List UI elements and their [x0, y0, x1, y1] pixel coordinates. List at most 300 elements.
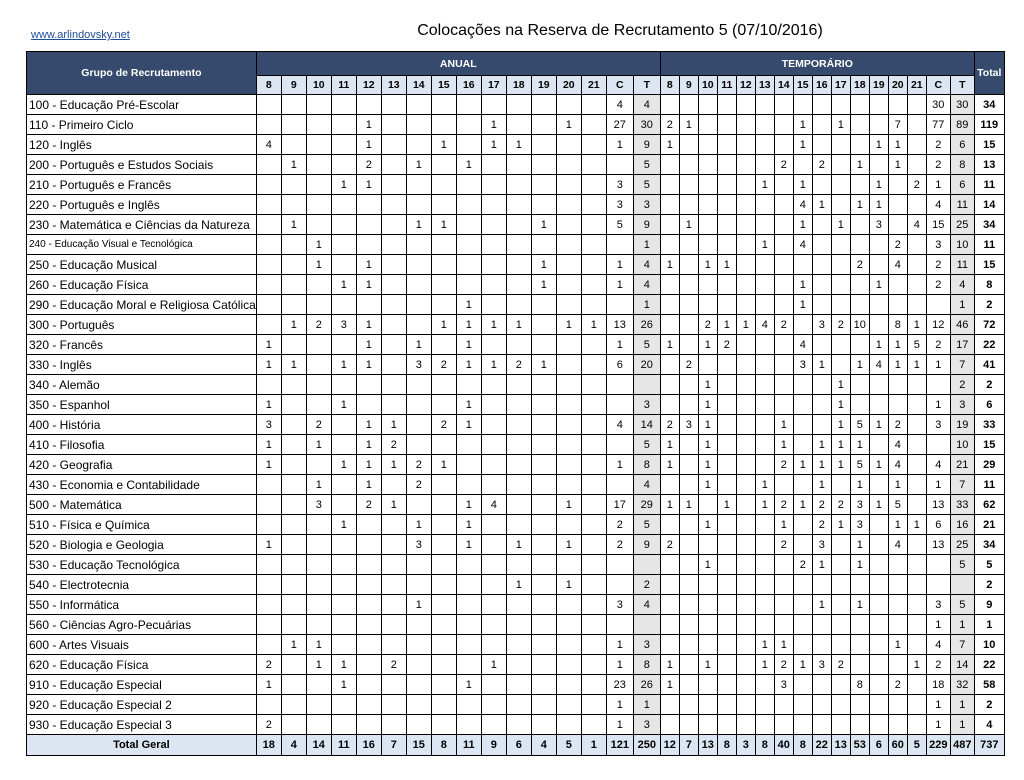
anual-cell: 1 — [431, 315, 456, 335]
anual-cell — [306, 455, 331, 475]
temp-cell: 1 — [926, 615, 950, 635]
temp-cell — [755, 335, 774, 355]
group-name: 600 - Artes Visuais — [27, 635, 257, 655]
temp-cell — [755, 675, 774, 695]
anual-cell: 3 — [306, 495, 331, 515]
anual-cell — [606, 235, 633, 255]
temp-cell: 1 — [831, 515, 850, 535]
temp-cell — [717, 195, 736, 215]
anual-cell: 1 — [381, 495, 406, 515]
anual-cell: 2 — [606, 535, 633, 555]
anual-cell: 1 — [331, 395, 356, 415]
temp-cell — [869, 235, 888, 255]
temp-cell — [774, 235, 793, 255]
page-title: Colocações na Reserva de Recrutamento 5 (07/10/2016) — [417, 22, 823, 39]
anual-cell — [531, 175, 556, 195]
temp-cell — [774, 575, 793, 595]
anual-cell — [581, 655, 606, 675]
anual-cell: 1 — [331, 355, 356, 375]
anual-cell: 4 — [633, 595, 660, 615]
temp-cell: 89 — [950, 115, 974, 135]
temp-cell: 77 — [926, 115, 950, 135]
group-name: 500 - Matemática — [27, 495, 257, 515]
temp-cell: 6 — [950, 135, 974, 155]
anual-cell — [606, 155, 633, 175]
temp-cell — [907, 255, 926, 275]
anual-cell — [531, 515, 556, 535]
temp-cell — [831, 235, 850, 255]
anual-cell — [481, 175, 506, 195]
temp-cell: 5 — [888, 495, 907, 515]
table-row — [27, 335, 1005, 355]
temp-cell: 10 — [950, 235, 974, 255]
anual-cell — [481, 615, 506, 635]
temp-cell — [869, 295, 888, 315]
temp-cell: 2 — [679, 355, 698, 375]
anual-cell: 1 — [356, 475, 381, 495]
anual-cell — [506, 395, 531, 415]
anual-cell — [306, 675, 331, 695]
temp-cell — [850, 115, 869, 135]
table-row — [27, 155, 1005, 175]
anual-cell — [456, 255, 481, 275]
temp-cell: 25 — [950, 215, 974, 235]
temp-col-header: 14 — [774, 76, 793, 95]
anual-cell — [331, 135, 356, 155]
temp-cell: 1 — [698, 475, 717, 495]
temp-cell — [774, 695, 793, 715]
anual-cell — [406, 235, 431, 255]
temp-cell: 13 — [926, 535, 950, 555]
temp-cell: 1 — [698, 515, 717, 535]
anual-cell — [531, 95, 556, 115]
group-name: 920 - Educação Especial 2 — [27, 695, 257, 715]
group-name: 220 - Português e Inglês — [27, 195, 257, 215]
temp-cell: 10 — [850, 315, 869, 335]
temp-cell — [888, 615, 907, 635]
anual-cell — [306, 715, 331, 735]
anual-cell — [481, 295, 506, 315]
temp-cell — [774, 335, 793, 355]
anual-cell — [381, 635, 406, 655]
anual-cell: 3 — [256, 415, 281, 435]
anual-cell — [406, 635, 431, 655]
anual-cell — [381, 675, 406, 695]
temp-cell: 1 — [755, 495, 774, 515]
temp-cell: 4 — [888, 455, 907, 475]
anual-cell — [256, 315, 281, 335]
temp-cell — [793, 675, 812, 695]
anual-cell — [506, 435, 531, 455]
anual-cell: 1 — [606, 135, 633, 155]
anual-cell — [256, 235, 281, 255]
temp-cell: 3 — [850, 495, 869, 515]
temp-cell — [755, 195, 774, 215]
anual-cell — [331, 715, 356, 735]
temp-cell — [717, 355, 736, 375]
table-row — [27, 295, 1005, 315]
anual-cell — [381, 355, 406, 375]
anual-cell: 1 — [431, 215, 456, 235]
anual-cell — [381, 555, 406, 575]
table-row — [27, 255, 1005, 275]
temp-cell — [888, 195, 907, 215]
temp-cell — [907, 635, 926, 655]
anual-cell — [456, 175, 481, 195]
anual-cell — [556, 635, 581, 655]
anual-cell — [606, 555, 633, 575]
anual-cell — [506, 255, 531, 275]
temp-cell — [736, 515, 755, 535]
anual-cell: 1 — [506, 575, 531, 595]
temp-cell: 1 — [755, 475, 774, 495]
anual-cell — [581, 635, 606, 655]
anual-cell — [506, 655, 531, 675]
group-name: 240 - Educação Visual e Tecnológica — [27, 235, 257, 255]
anual-cell — [381, 115, 406, 135]
temp-cell: 8 — [950, 155, 974, 175]
anual-cell — [456, 435, 481, 455]
anual-cell — [381, 275, 406, 295]
anual-cell — [381, 395, 406, 415]
temp-cell — [755, 535, 774, 555]
anual-cell — [481, 575, 506, 595]
temp-cell: 2 — [888, 235, 907, 255]
anual-cell — [431, 695, 456, 715]
anual-cell — [556, 135, 581, 155]
anual-cell — [481, 635, 506, 655]
anual-cell: 1 — [331, 515, 356, 535]
temp-cell — [774, 395, 793, 415]
temp-cell — [679, 515, 698, 535]
anual-cell — [581, 335, 606, 355]
table-row — [27, 535, 1005, 555]
anual-cell — [581, 135, 606, 155]
anual-cell — [281, 695, 306, 715]
anual-cell — [281, 475, 306, 495]
temp-cell: 2 — [907, 175, 926, 195]
temp-cell — [907, 715, 926, 735]
anual-cell — [431, 655, 456, 675]
anual-cell — [431, 515, 456, 535]
table-row — [27, 715, 1005, 735]
anual-cell — [381, 175, 406, 195]
anual-cell — [306, 95, 331, 115]
table-row — [27, 695, 1005, 715]
temp-cell: 1 — [660, 335, 679, 355]
anual-cell — [531, 715, 556, 735]
anual-cell: 1 — [406, 155, 431, 175]
anual-total-cell: 6 — [506, 735, 531, 756]
temp-cell: 1 — [850, 535, 869, 555]
anual-cell — [281, 235, 306, 255]
anual-cell — [381, 295, 406, 315]
temp-cell — [660, 315, 679, 335]
anual-col-header: C — [606, 76, 633, 95]
temp-cell — [793, 715, 812, 735]
anual-cell — [406, 715, 431, 735]
temp-cell: 16 — [950, 515, 974, 535]
anual-cell — [356, 675, 381, 695]
anual-cell — [531, 655, 556, 675]
temp-cell: 3 — [812, 655, 831, 675]
temp-cell — [717, 455, 736, 475]
temp-cell: 1 — [950, 695, 974, 715]
anual-total-cell: 14 — [306, 735, 331, 756]
anual-cell: 1 — [633, 235, 660, 255]
anual-cell: 1 — [606, 715, 633, 735]
anual-cell: 1 — [281, 315, 306, 335]
anual-cell: 4 — [606, 415, 633, 435]
temp-cell — [755, 555, 774, 575]
temp-cell — [907, 395, 926, 415]
temp-cell: 2 — [831, 495, 850, 515]
anual-cell — [256, 195, 281, 215]
anual-cell — [406, 195, 431, 215]
anual-total-cell: 11 — [331, 735, 356, 756]
temp-cell — [698, 495, 717, 515]
anual-cell — [531, 115, 556, 135]
temp-cell — [736, 655, 755, 675]
anual-cell — [531, 555, 556, 575]
anual-cell: 1 — [556, 495, 581, 515]
temp-cell — [907, 235, 926, 255]
anual-cell — [581, 95, 606, 115]
anual-cell: 2 — [381, 655, 406, 675]
anual-cell — [256, 695, 281, 715]
anual-cell — [256, 95, 281, 115]
temp-cell — [774, 115, 793, 135]
anual-cell — [331, 595, 356, 615]
anual-cell: 2 — [356, 155, 381, 175]
temp-cell: 1 — [660, 435, 679, 455]
temp-cell: 1 — [831, 375, 850, 395]
anual-cell — [481, 155, 506, 175]
anual-cell: 1 — [531, 215, 556, 235]
anual-cell — [406, 495, 431, 515]
table-row — [27, 315, 1005, 335]
temp-cell — [679, 95, 698, 115]
temp-cell — [831, 255, 850, 275]
temp-cell: 1 — [793, 135, 812, 155]
group-name: 330 - Inglês — [27, 355, 257, 375]
temp-cell: 2 — [888, 415, 907, 435]
temp-cell — [907, 555, 926, 575]
temp-cell — [831, 615, 850, 635]
anual-cell: 5 — [606, 215, 633, 235]
anual-cell — [481, 195, 506, 215]
anual-cell — [356, 395, 381, 415]
anual-cell — [506, 615, 531, 635]
anual-cell — [481, 475, 506, 495]
anual-cell — [381, 315, 406, 335]
temp-cell — [812, 255, 831, 275]
temp-cell: 1 — [812, 435, 831, 455]
temp-cell: 15 — [926, 215, 950, 235]
temp-cell: 1 — [907, 515, 926, 535]
row-total: 11 — [974, 475, 1004, 495]
temp-cell: 8 — [850, 675, 869, 695]
temp-cell: 2 — [850, 255, 869, 275]
temp-cell — [717, 535, 736, 555]
temp-cell — [774, 215, 793, 235]
anual-cell: 3 — [633, 635, 660, 655]
table-row — [27, 475, 1005, 495]
temp-cell — [850, 215, 869, 235]
temp-cell — [888, 295, 907, 315]
anual-col-header: 15 — [431, 76, 456, 95]
anual-cell — [506, 555, 531, 575]
anual-col-header: 17 — [481, 76, 506, 95]
temp-cell — [869, 655, 888, 675]
anual-cell — [581, 215, 606, 235]
temp-cell — [812, 235, 831, 255]
anual-cell — [633, 555, 660, 575]
temp-cell: 4 — [793, 195, 812, 215]
row-total: 2 — [974, 375, 1004, 395]
anual-cell — [431, 375, 456, 395]
temp-cell — [755, 415, 774, 435]
anual-cell: 1 — [456, 315, 481, 335]
temp-cell — [774, 355, 793, 375]
temp-cell — [698, 535, 717, 555]
temp-cell — [755, 595, 774, 615]
table-row — [27, 575, 1005, 595]
anual-cell — [256, 275, 281, 295]
temp-cell — [907, 115, 926, 135]
temp-cell — [736, 195, 755, 215]
temp-cell: 1 — [869, 455, 888, 475]
anual-cell — [556, 335, 581, 355]
anual-cell: 1 — [356, 255, 381, 275]
temp-total-cell: 3 — [736, 735, 755, 756]
anual-cell: 1 — [406, 595, 431, 615]
temp-cell — [850, 275, 869, 295]
temp-col-header: 18 — [850, 76, 869, 95]
anual-total-cell: 4 — [281, 735, 306, 756]
anual-total-cell: 16 — [356, 735, 381, 756]
temp-cell — [679, 555, 698, 575]
temp-cell — [679, 315, 698, 335]
temp-cell: 1 — [831, 435, 850, 455]
anual-cell — [481, 335, 506, 355]
temp-cell — [869, 675, 888, 695]
temp-cell — [850, 715, 869, 735]
group-name: 300 - Português — [27, 315, 257, 335]
anual-cell — [281, 95, 306, 115]
anual-cell — [356, 215, 381, 235]
temp-cell — [888, 695, 907, 715]
anual-cell: 1 — [606, 275, 633, 295]
temp-cell — [679, 135, 698, 155]
temp-cell: 2 — [812, 515, 831, 535]
anual-cell: 1 — [633, 295, 660, 315]
temp-cell — [869, 395, 888, 415]
temp-cell — [736, 695, 755, 715]
anual-cell — [556, 375, 581, 395]
anual-cell — [331, 95, 356, 115]
temp-cell: 1 — [869, 175, 888, 195]
temp-cell: 2 — [926, 655, 950, 675]
anual-cell: 1 — [256, 455, 281, 475]
temp-cell: 4 — [888, 435, 907, 455]
anual-cell — [556, 415, 581, 435]
anual-cell: 1 — [356, 175, 381, 195]
temp-cell — [793, 575, 812, 595]
anual-cell — [331, 635, 356, 655]
anual-cell — [331, 475, 356, 495]
temp-cell — [774, 715, 793, 735]
row-total: 5 — [974, 555, 1004, 575]
temp-cell — [926, 295, 950, 315]
temp-cell: 3 — [812, 315, 831, 335]
anual-col-header: T — [633, 76, 660, 95]
anual-cell — [531, 195, 556, 215]
anual-cell — [556, 255, 581, 275]
temp-cell — [679, 255, 698, 275]
anual-total-cell: 18 — [256, 735, 281, 756]
temp-cell: 1 — [869, 275, 888, 295]
temp-cell: 4 — [907, 215, 926, 235]
anual-cell: 1 — [456, 155, 481, 175]
anual-cell — [556, 515, 581, 535]
anual-cell — [556, 95, 581, 115]
anual-cell — [406, 375, 431, 395]
temp-cell — [679, 535, 698, 555]
temp-cell — [907, 595, 926, 615]
temp-cell — [812, 215, 831, 235]
temp-cell — [812, 135, 831, 155]
site-link[interactable]: www.arlindovsky.net — [31, 29, 130, 41]
temp-cell: 1 — [660, 675, 679, 695]
anual-cell: 1 — [381, 455, 406, 475]
anual-cell — [531, 615, 556, 635]
anual-cell — [281, 715, 306, 735]
group-name: 320 - Francês — [27, 335, 257, 355]
anual-cell — [431, 575, 456, 595]
temp-cell: 2 — [717, 335, 736, 355]
anual-cell — [606, 615, 633, 635]
temp-cell: 2 — [774, 495, 793, 515]
temp-cell — [774, 595, 793, 615]
anual-cell — [556, 695, 581, 715]
temp-cell: 1 — [774, 635, 793, 655]
row-total: 62 — [974, 495, 1004, 515]
row-total: 72 — [974, 315, 1004, 335]
row-total: 33 — [974, 415, 1004, 435]
temp-cell: 30 — [950, 95, 974, 115]
anual-cell: 4 — [256, 135, 281, 155]
temp-cell: 11 — [950, 195, 974, 215]
grand-total: 737 — [974, 735, 1004, 756]
anual-cell — [581, 255, 606, 275]
temp-cell — [793, 95, 812, 115]
anual-cell — [431, 95, 456, 115]
anual-cell — [531, 635, 556, 655]
anual-cell: 1 — [256, 395, 281, 415]
temp-cell — [774, 255, 793, 275]
temp-cell — [755, 275, 774, 295]
temp-cell — [698, 635, 717, 655]
temp-cell — [907, 535, 926, 555]
group-name: 250 - Educação Musical — [27, 255, 257, 275]
anual-cell — [531, 335, 556, 355]
anual-cell: 2 — [431, 415, 456, 435]
temp-cell — [679, 715, 698, 735]
temp-cell — [679, 655, 698, 675]
temp-cell — [736, 95, 755, 115]
temp-total-cell: 5 — [907, 735, 926, 756]
